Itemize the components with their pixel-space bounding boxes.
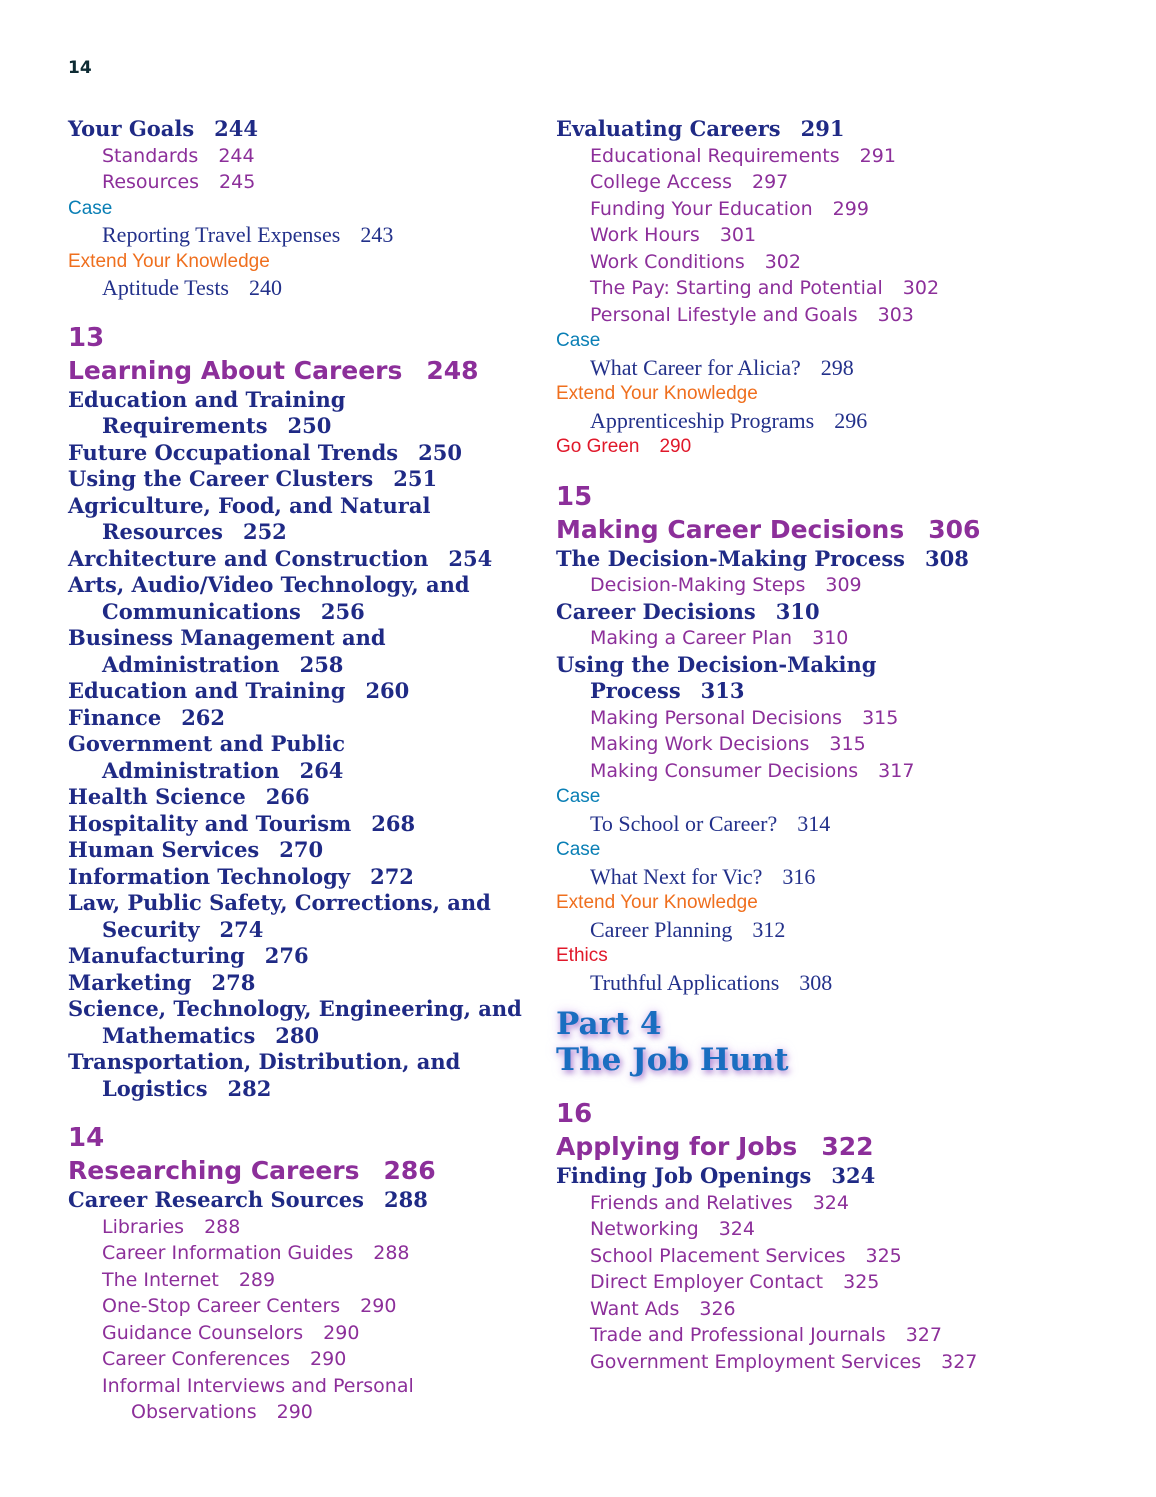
chapter-number xyxy=(68,1122,538,1154)
page-ref: 258 xyxy=(299,651,344,677)
page-ref: 264 xyxy=(299,757,344,783)
toc-subsection-entry-continued xyxy=(68,1399,538,1426)
feature-entry xyxy=(556,408,1026,435)
entry-text: Education and Training xyxy=(68,386,346,412)
entry-text: School Placement Services xyxy=(590,1244,846,1267)
page-ref: 314 xyxy=(797,810,831,836)
entry-text: Friends and Relatives xyxy=(590,1191,793,1214)
chapter-number xyxy=(556,481,1026,513)
toc-subsection-entry xyxy=(556,731,1026,758)
toc-subsection-entry xyxy=(556,1349,1026,1376)
entry-text: Observations xyxy=(131,1401,257,1423)
entry-text: Case xyxy=(556,786,601,807)
chapter-title xyxy=(68,1154,538,1187)
entry-text: Law, Public Safety, Corrections, and xyxy=(68,890,491,915)
entry-text: Resources xyxy=(102,171,200,193)
page-ref: 251 xyxy=(393,466,438,491)
toc-section-entry-continued xyxy=(68,599,538,626)
toc-subsection-entry xyxy=(68,143,538,170)
page-ref: 290 xyxy=(360,1295,397,1317)
feature-entry xyxy=(68,222,538,249)
toc-section-entry xyxy=(68,811,538,838)
toc-section-entry xyxy=(68,546,538,573)
entry-text: Communications xyxy=(102,598,301,624)
entry-text: Direct Employer Contact xyxy=(590,1271,824,1293)
toc-subsection-entry xyxy=(68,1346,538,1373)
entry-text: Human Services xyxy=(68,837,260,862)
entry-text: Finding Job Openings xyxy=(556,1163,812,1188)
entry-text: Career Planning xyxy=(590,916,733,942)
entry-text: Hospitality and Tourism xyxy=(68,810,352,836)
page-ref: 270 xyxy=(279,837,324,862)
case-label xyxy=(556,837,1026,864)
ethics-label xyxy=(556,943,1026,970)
entry-text: Funding Your Education xyxy=(590,197,813,220)
entry-text: Go Green xyxy=(556,436,640,457)
toc-subsection-entry xyxy=(556,1190,1026,1217)
entry-text: Work Conditions xyxy=(590,250,745,273)
entry-text: Making a Career Plan xyxy=(590,627,793,649)
extend-knowledge-label xyxy=(556,890,1026,917)
page-ref: 254 xyxy=(448,545,493,571)
toc-subsection-entry xyxy=(556,1243,1026,1270)
page-ref: 245 xyxy=(219,171,256,193)
entry-text: Transportation, Distribution, and xyxy=(68,1049,461,1074)
entry-text: 14 xyxy=(68,1123,105,1153)
toc-section-entry xyxy=(68,996,538,1023)
page-ref: 301 xyxy=(719,224,757,246)
toc-section-entry-continued xyxy=(68,652,538,679)
page-ref: 302 xyxy=(902,277,940,299)
entry-text: 16 xyxy=(556,1099,593,1129)
page-ref: 324 xyxy=(831,1163,876,1188)
toc-section-entry xyxy=(556,652,1026,679)
entry-text: Want Ads xyxy=(590,1297,680,1320)
page-ref: 313 xyxy=(700,678,745,703)
page-ref: 312 xyxy=(752,916,786,942)
entry-text: Career Research Sources xyxy=(68,1187,364,1212)
toc-subsection-entry xyxy=(556,625,1026,652)
page-ref: 248 xyxy=(426,355,479,385)
entry-text: Case xyxy=(556,839,601,860)
page-ref: 286 xyxy=(383,1156,436,1185)
page-ref: 327 xyxy=(905,1324,942,1346)
toc-section-entry xyxy=(68,1187,538,1214)
page-ref: 290 xyxy=(323,1321,360,1344)
toc-subsection-entry xyxy=(556,1296,1026,1323)
toc-section-entry-continued xyxy=(68,917,538,944)
toc-section-entry xyxy=(556,116,1026,143)
entry-text: Making Personal Decisions xyxy=(590,706,843,729)
entry-text: Researching Careers xyxy=(68,1156,360,1185)
entry-text: Finance xyxy=(68,704,162,730)
feature-entry xyxy=(556,355,1026,382)
entry-text: Business Management and xyxy=(68,625,386,650)
page-ref: 325 xyxy=(865,1244,902,1267)
chapter-title xyxy=(68,354,538,387)
entry-text: One-Stop Career Centers xyxy=(102,1295,341,1317)
entry-text: Career Conferences xyxy=(102,1348,291,1370)
toc-section-entry xyxy=(556,546,1026,573)
entry-text: Logistics xyxy=(102,1075,208,1101)
toc-section-entry xyxy=(68,572,538,599)
entry-text: Future Occupational Trends xyxy=(68,439,399,465)
entry-text: Career Decisions xyxy=(556,598,756,624)
entry-text: Personal Lifestyle and Goals xyxy=(590,303,858,326)
entry-text: Information Technology xyxy=(68,863,351,889)
entry-text: Educational Requirements xyxy=(590,144,840,167)
page-ref: 288 xyxy=(373,1242,410,1264)
entry-text: Manufacturing xyxy=(68,943,245,968)
toc-section-entry-continued xyxy=(68,1023,538,1050)
case-label xyxy=(556,784,1026,811)
page-number: 14 xyxy=(68,58,92,78)
page-ref: 278 xyxy=(211,969,256,995)
toc-section-entry xyxy=(68,493,538,520)
page-ref: 309 xyxy=(825,574,862,596)
go-green-label xyxy=(556,434,1026,461)
entry-text: Making Consumer Decisions xyxy=(590,759,859,782)
page-ref: 299 xyxy=(832,197,869,220)
toc-section-entry xyxy=(68,387,538,414)
toc-section-entry xyxy=(68,440,538,467)
toc-section-entry-continued xyxy=(68,413,538,440)
chapter-title xyxy=(556,513,1026,546)
part-title xyxy=(556,1042,1026,1078)
page-ref: 244 xyxy=(214,116,259,141)
page-ref: 296 xyxy=(834,407,868,433)
entry-text: What Next for Vic? xyxy=(590,863,763,889)
entry-text: The Pay: Starting and Potential xyxy=(590,277,883,299)
page-ref: 291 xyxy=(800,116,845,141)
page-ref: 288 xyxy=(384,1187,428,1212)
toc-section-entry xyxy=(68,890,538,917)
toc-subsection-entry xyxy=(556,1322,1026,1349)
page-ref: 280 xyxy=(275,1022,320,1048)
toc-section-entry xyxy=(68,1049,538,1076)
entry-text: Standards xyxy=(102,144,199,167)
page-ref: 291 xyxy=(859,144,896,167)
case-label xyxy=(68,196,538,223)
entry-text: To School or Career? xyxy=(590,810,778,836)
toc-section-entry xyxy=(68,731,538,758)
entry-text: Evaluating Careers xyxy=(556,116,781,141)
feature-entry xyxy=(556,864,1026,891)
toc-section-entry xyxy=(556,1163,1026,1190)
entry-text: Learning About Careers xyxy=(68,355,403,385)
toc-subsection-entry xyxy=(556,1216,1026,1243)
page-ref: 250 xyxy=(287,413,332,438)
page-ref: 274 xyxy=(219,916,264,942)
page-ref: 308 xyxy=(799,969,833,995)
toc-left-column xyxy=(68,116,538,1426)
entry-text: What Career for Alicia? xyxy=(590,354,801,380)
page-ref: 256 xyxy=(320,598,365,624)
page-ref: 276 xyxy=(264,943,309,968)
page-ref: 250 xyxy=(418,439,462,465)
page-ref: 324 xyxy=(718,1218,755,1240)
toc-section-entry-continued xyxy=(68,519,538,546)
toc-right-column xyxy=(556,116,1026,1375)
entry-text: Reporting Travel Expenses xyxy=(102,222,341,247)
page-ref: 262 xyxy=(181,704,226,730)
page-ref: 298 xyxy=(820,354,854,380)
page-ref: 266 xyxy=(265,784,310,809)
page-ref: 252 xyxy=(242,519,287,544)
page-ref: 315 xyxy=(829,733,866,755)
page-ref: 303 xyxy=(877,303,914,326)
toc-section-entry-continued xyxy=(556,678,1026,705)
entry-text: Case xyxy=(68,197,113,219)
page-ref: 288 xyxy=(204,1215,241,1238)
page-ref: 243 xyxy=(360,222,394,247)
feature-entry xyxy=(68,275,538,302)
page-ref: 310 xyxy=(812,627,849,649)
toc-section-entry xyxy=(556,599,1026,626)
page-ref: 324 xyxy=(812,1191,849,1214)
page-ref: 327 xyxy=(941,1350,978,1373)
entry-text: Using the Decision-Making xyxy=(556,651,877,677)
toc-subsection-entry xyxy=(68,1320,538,1347)
toc-subsection-entry xyxy=(68,169,538,196)
page-ref: 316 xyxy=(782,863,816,889)
toc-subsection-entry xyxy=(68,1293,538,1320)
toc-subsection-entry xyxy=(68,1240,538,1267)
extend-knowledge-label xyxy=(68,249,538,276)
chapter-number xyxy=(556,1098,1026,1130)
entry-text: The Job Hunt xyxy=(556,1042,789,1078)
page-ref: 308 xyxy=(925,545,969,571)
entry-text: Extend Your Knowledge xyxy=(556,892,758,913)
entry-text: The Internet xyxy=(102,1268,219,1291)
toc-subsection-entry xyxy=(556,249,1026,276)
toc-section-entry xyxy=(68,970,538,997)
entry-text: Applying for Jobs xyxy=(556,1132,798,1161)
entry-text: Architecture and Construction xyxy=(68,545,429,571)
toc-section-entry xyxy=(68,678,538,705)
toc-subsection-entry xyxy=(68,1214,538,1241)
entry-text: 13 xyxy=(68,322,105,353)
page-ref: 326 xyxy=(699,1297,736,1320)
entry-text: Trade and Professional Journals xyxy=(590,1324,886,1346)
page-ref: 290 xyxy=(659,436,692,457)
entry-text: Mathematics xyxy=(102,1022,256,1048)
page-ref: 289 xyxy=(238,1268,276,1291)
entry-text: Guidance Counselors xyxy=(102,1321,304,1344)
entry-text: Process xyxy=(590,678,681,703)
entry-text: Informal Interviews and Personal xyxy=(102,1374,414,1397)
toc-subsection-entry xyxy=(68,1373,538,1400)
page-ref: 302 xyxy=(764,250,801,273)
toc-section-entry xyxy=(68,466,538,493)
toc-subsection-entry xyxy=(556,169,1026,196)
toc-subsection-entry xyxy=(68,1267,538,1294)
entry-text: Health Science xyxy=(68,784,246,809)
toc-subsection-entry xyxy=(556,758,1026,785)
page-ref: 297 xyxy=(751,171,789,193)
toc-subsection-entry xyxy=(556,143,1026,170)
feature-entry xyxy=(556,970,1026,997)
chapter-number xyxy=(68,322,538,354)
entry-text: Career Information Guides xyxy=(102,1242,354,1264)
entry-text: Case xyxy=(556,330,601,351)
entry-text: Truthful Applications xyxy=(590,969,780,995)
toc-subsection-entry xyxy=(556,222,1026,249)
entry-text: Apprenticeship Programs xyxy=(590,407,815,433)
extend-knowledge-label xyxy=(556,381,1026,408)
entry-text: Your Goals xyxy=(68,116,195,141)
entry-text: Work Hours xyxy=(590,224,700,246)
entry-text: Resources xyxy=(102,519,223,544)
entry-text: Extend Your Knowledge xyxy=(68,250,270,272)
entry-text: Government Employment Services xyxy=(590,1350,922,1373)
page-ref: 282 xyxy=(227,1075,272,1101)
toc-section-entry xyxy=(68,864,538,891)
page-ref: 260 xyxy=(365,678,410,703)
page-ref: 306 xyxy=(928,514,981,544)
entry-text: Making Work Decisions xyxy=(590,733,810,755)
toc-subsection-entry xyxy=(556,1269,1026,1296)
entry-text: 15 xyxy=(556,481,593,512)
toc-section-entry xyxy=(68,837,538,864)
entry-text: Extend Your Knowledge xyxy=(556,383,758,404)
entry-text: Aptitude Tests xyxy=(102,275,229,300)
page-ref: 322 xyxy=(821,1132,874,1161)
toc-subsection-entry xyxy=(556,196,1026,223)
toc-section-entry-continued xyxy=(68,758,538,785)
page-ref: 325 xyxy=(843,1271,880,1293)
entry-text: Administration xyxy=(102,757,280,783)
page-ref: 240 xyxy=(249,275,282,300)
toc-section-entry xyxy=(68,116,538,143)
entry-text: Ethics xyxy=(556,945,608,966)
toc-section-entry-continued xyxy=(68,1076,538,1103)
chapter-title xyxy=(556,1130,1026,1163)
page-ref: 315 xyxy=(862,706,899,729)
entry-text: Decision-Making Steps xyxy=(590,574,806,596)
page-ref: 268 xyxy=(371,810,416,836)
entry-text: Making Career Decisions xyxy=(556,514,905,544)
entry-text: Networking xyxy=(590,1218,699,1240)
toc-subsection-entry xyxy=(556,705,1026,732)
entry-text: College Access xyxy=(590,171,732,193)
feature-entry xyxy=(556,811,1026,838)
toc-section-entry xyxy=(68,625,538,652)
entry-text: Using the Career Clusters xyxy=(68,466,374,491)
entry-text: Science, Technology, Engineering, and xyxy=(68,996,522,1021)
entry-text: Agriculture, Food, and Natural xyxy=(68,492,431,518)
page-ref: 317 xyxy=(878,759,915,782)
entry-text: The Decision-Making Process xyxy=(556,545,905,571)
case-label xyxy=(556,328,1026,355)
feature-entry xyxy=(556,917,1026,944)
toc-section-entry xyxy=(68,784,538,811)
page-ref: 290 xyxy=(310,1348,347,1370)
entry-text: Security xyxy=(102,916,200,942)
toc-subsection-entry xyxy=(556,572,1026,599)
entry-text: Marketing xyxy=(68,969,192,995)
toc-section-entry xyxy=(68,943,538,970)
entry-text: Government and Public xyxy=(68,731,346,756)
entry-text: Education and Training xyxy=(68,678,346,703)
page-ref: 272 xyxy=(370,863,414,889)
entry-text: Libraries xyxy=(102,1215,185,1238)
page-ref: 310 xyxy=(775,598,820,624)
entry-text: Arts, Audio/Video Technology, and xyxy=(68,572,470,597)
toc-subsection-entry xyxy=(556,302,1026,329)
toc-subsection-entry xyxy=(556,275,1026,302)
part-number xyxy=(556,1006,1026,1042)
entry-text: Administration xyxy=(102,651,280,677)
entry-text: Requirements xyxy=(102,413,268,438)
page-ref: 244 xyxy=(218,144,255,167)
toc-section-entry xyxy=(68,705,538,732)
entry-text: Part 4 xyxy=(556,1006,662,1042)
page-ref: 290 xyxy=(276,1401,313,1423)
